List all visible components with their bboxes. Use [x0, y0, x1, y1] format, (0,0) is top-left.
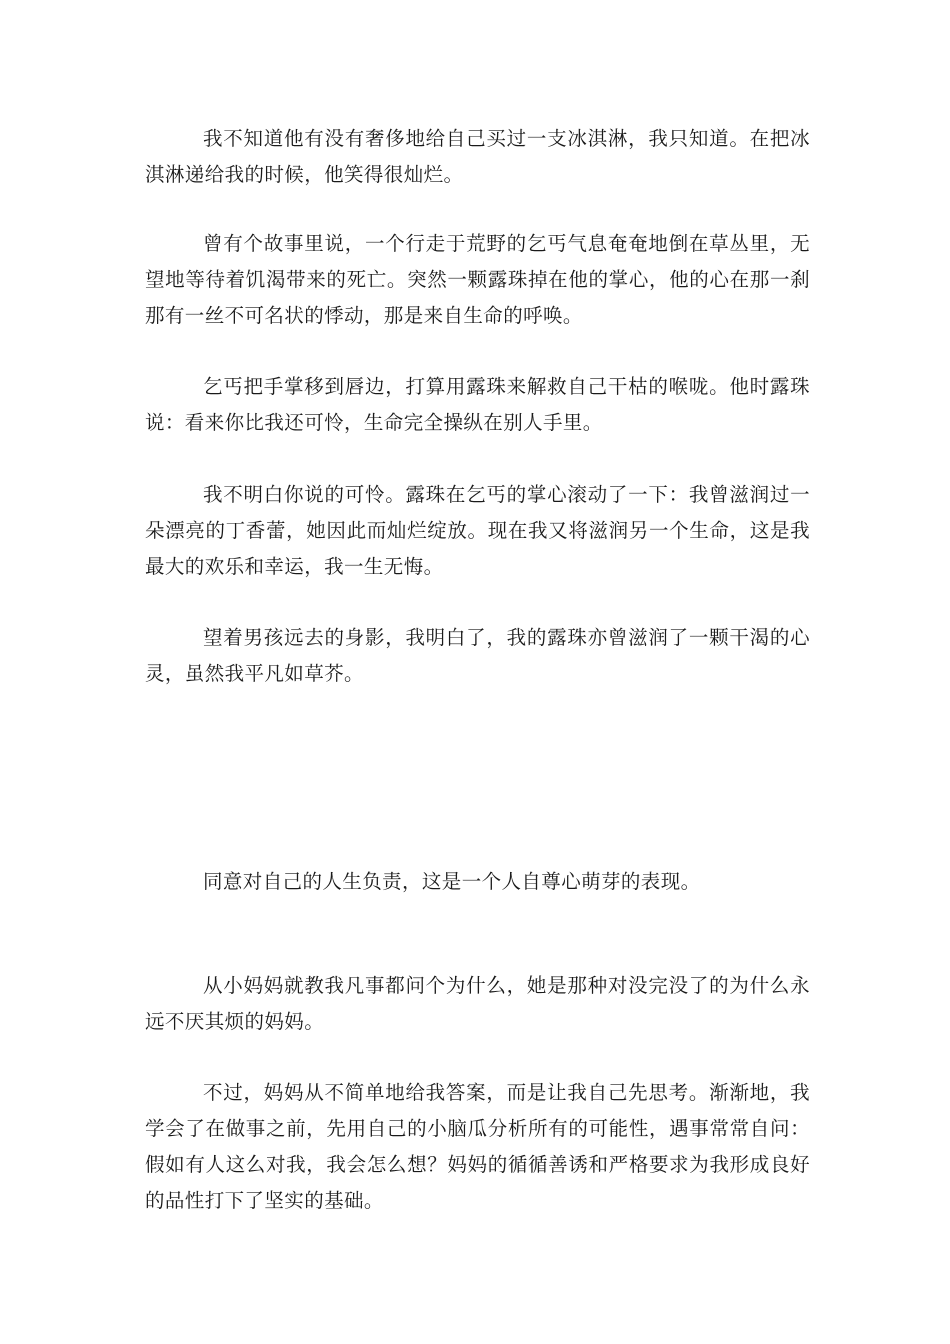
paragraph-self-respect: 同意对自己的人生负责，这是一个人自尊心萌芽的表现。 [203, 870, 701, 893]
paragraph-mother-guidance: 不过，妈妈从不简单地给我答案，而是让我自己先思考。渐渐地，我学会了在做事之前，先用自己的小脑瓜分析所有的可能性，遇事常常自问：假如有人这么对我，我会怎么想？妈妈的循循善诱和严格要求为我形成良好的品性打下了坚实的基础。 [145, 1081, 810, 1212]
paragraph-ice-cream: 我不知道他有没有奢侈地给自己买过一支冰淇淋，我只知道。在把冰淇淋递给我的时候，他笑得很灿烂。 [145, 127, 810, 186]
paragraph-beggar-story: 曾有个故事里说，一个行走于荒野的乞丐气息奄奄地倒在草丛里，无望地等待着饥渴带来的死亡。突然一颗露珠掉在他的掌心，他的心在那一刹那有一丝不可名状的悸动，那是来自生命的呼唤。 [145, 232, 810, 327]
paragraph-boy-leaving: 望着男孩远去的身影，我明白了，我的露珠亦曾滋润了一颗干渴的心灵，虽然我平凡如草芥。 [145, 626, 810, 685]
paragraph-mother-why: 从小妈妈就教我凡事都问个为什么，她是那种对没完没了的为什么永远不厌其烦的妈妈。 [145, 974, 810, 1033]
paragraph-dewdrop-reply: 我不明白你说的可怜。露珠在乞丐的掌心滚动了一下：我曾滋润过一朵漂亮的丁香蕾，她因此而灿烂绽放。现在我又将滋润另一个生命，这是我最大的欢乐和幸运，我一生无悔。 [145, 483, 810, 578]
paragraph-beggar-hand: 乞丐把手掌移到唇边，打算用露珠来解救自己干枯的喉咙。他时露珠说：看来你比我还可怜，生命完全操纵在别人手里。 [145, 375, 810, 434]
